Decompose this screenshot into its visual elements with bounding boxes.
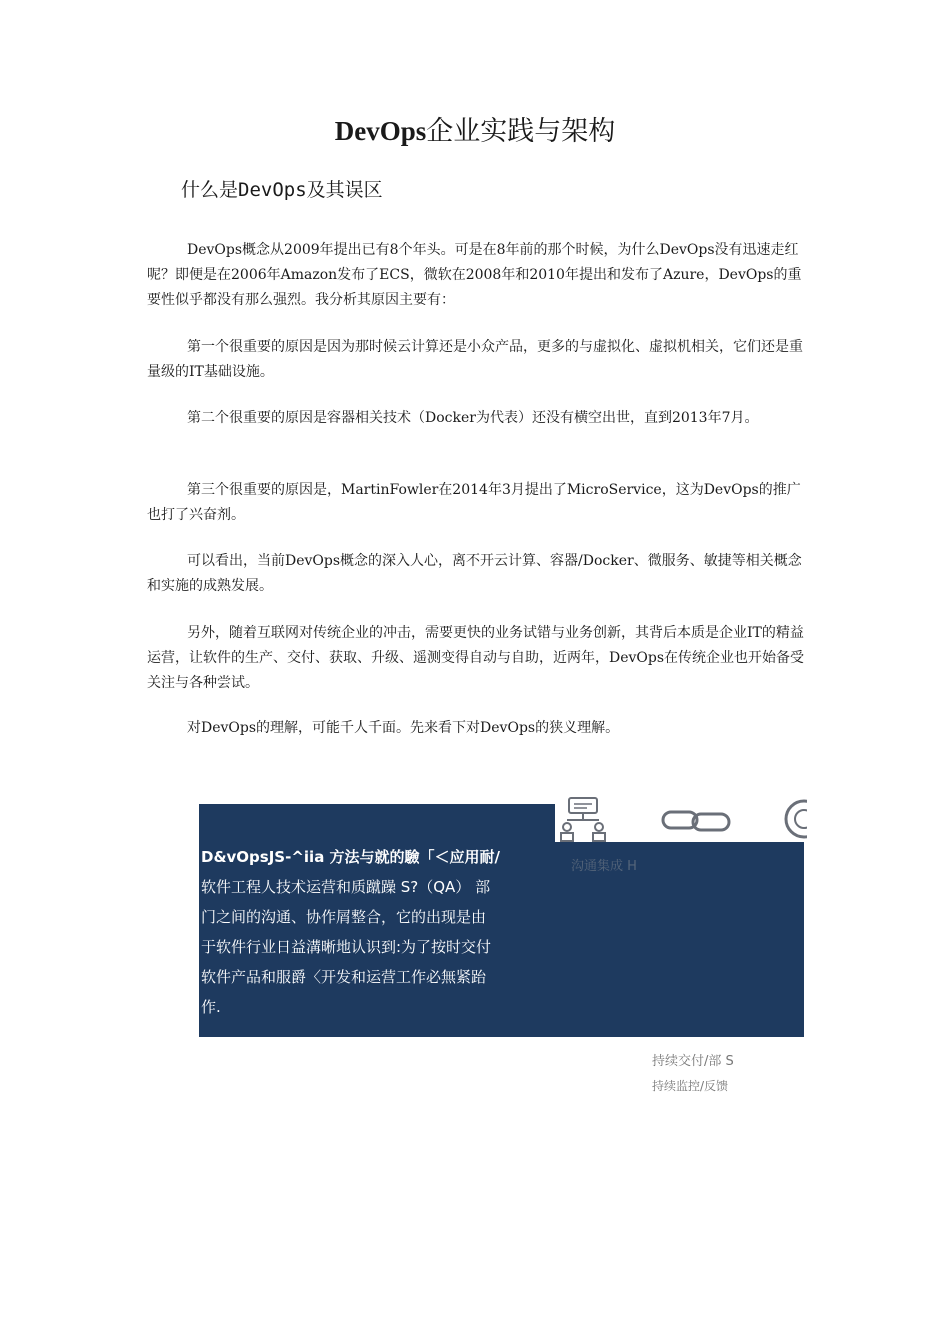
paragraph-text: 第三个很重要的原因是，MartinFowler在2014年3月提出了MicroService，这为DevOps的推广也打了兴奋剂。 — [147, 482, 801, 523]
figure-line-1: D&vOpsJS-^iia 方法与就的驗「＜应用耐/ — [201, 848, 501, 866]
paragraph-3 — [147, 406, 807, 431]
figure-line-3: 门之间的沟通、协作屑整合，它的出现是由 — [201, 908, 487, 926]
continuous-delivery-label: 持续交付/部 S — [652, 1054, 734, 1069]
paragraph-text: 另外，随着互联网对传统企业的冲击，需要更快的业务试错与业务创新，其背后本质是企业IT的精益运营，让软件的生产、交付、获取、升级、遥测变得自动与自助，近两年，DevOps在传统企业也开始备受关注与各种尝试。 — [147, 625, 805, 691]
paragraph-2 — [147, 335, 807, 385]
title-rest: 企业实践与架构 — [426, 116, 616, 146]
figure-line-6: 作. — [201, 998, 221, 1016]
comm-integration-label: 沟通集成 H — [571, 859, 637, 874]
paragraph-text: 可以看出，当前DevOps概念的深入人心，离不开云计算、容器/Docker、微服务、敏捷等相关概念和实施的成熟发展。 — [147, 553, 802, 594]
paragraph-1 — [147, 238, 807, 313]
document-title — [0, 113, 950, 149]
figure-line-2: 软件工程人技术运营和质蹴躁 S?（QA） 部 — [201, 878, 491, 896]
figure-line-5: 软件产品和服爵〈开发和运营工作必無紧跆 — [201, 968, 487, 986]
continuous-monitoring-label: 持续监控/反馈 — [652, 1079, 729, 1093]
title-bold: DevOps — [334, 116, 427, 146]
paragraph-text: 第一个很重要的原因是因为那时候云计算还是小众产品，更多的与虚拟化、虚拟机相关，它们还是重量级的IT基础设施。 — [147, 339, 803, 380]
paragraph-7 — [147, 716, 807, 741]
figure-description — [201, 842, 521, 1022]
cycle-icon — [782, 796, 807, 842]
paragraph-4 — [147, 478, 807, 528]
org-chart-icon — [557, 796, 613, 842]
paragraph-text: 第二个很重要的原因是容器相关技术（Docker为代表）还没有横空出世，直到2013年7月。 — [187, 410, 759, 426]
paragraph-text: DevOps概念从2009年提出已有8个年头。可是在8年前的那个时候，为什么DevOps没有迅速走红呢？即便是在2006年Amazon发布了ECS，微软在2008年和2010年提出和发布了Azure，DevOps的重要性似乎都没有那么强烈。我分析其原因主要有： — [147, 242, 802, 308]
chain-link-icon — [660, 808, 732, 834]
paragraph-6 — [147, 621, 807, 696]
section-heading: 什么是DevOps及其误区 — [181, 179, 383, 201]
paragraph-text: 对DevOps的理解，可能千人千面。先来看下对DevOps的狭义理解。 — [187, 720, 620, 736]
paragraph-5 — [147, 549, 807, 599]
figure-line-4: 于软件行业日益溝晰地认识到:为了按时交付 — [201, 938, 492, 956]
